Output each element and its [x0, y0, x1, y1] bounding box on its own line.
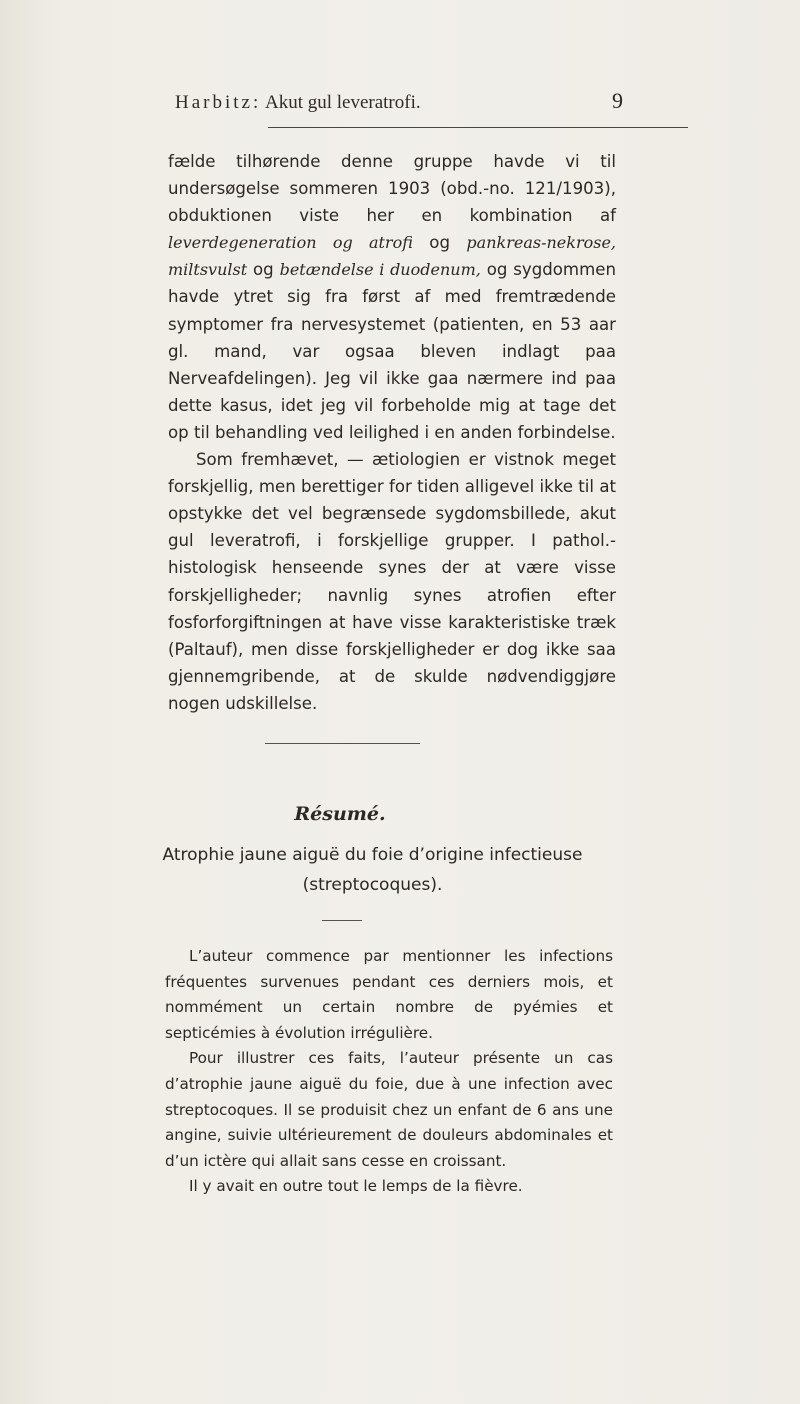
subtitle-divider [322, 920, 362, 921]
french-paragraph-1: L’auteur commence par mentionner les infections fréquentes survenues pendant ces derniers mois, et nommément un certain nombre de pyémies et septicémies à évolution irrégulière. [165, 947, 613, 1042]
italic-run: betændelse i duodenum, [279, 260, 481, 280]
french-paragraph-3: Il y avait en outre tout le lemps de la fièvre. [189, 1177, 523, 1196]
italic-run: pankreas-nekrose, miltsvulst [168, 233, 616, 280]
header-rule [268, 127, 688, 128]
danish-text [168, 148, 616, 717]
text-run: og [412, 233, 467, 253]
resume-subtitle: Atrophie jaune aiguë du foie d’origine infectieuse (streptocoques). [162, 845, 583, 895]
text-run: og sygdommen havde ytret sig fra først af med fremtrædende symptomer fra nervesystemet (patienten, en 53 aar gl. mand, var ogsaa bleven indlagt paa Nerveafdelingen). Jeg vil ikke gaa nærmere ind paa dette kasus, idet jeg vil forbeholde mig at tage det op til behandling ved leilighed i en anden forbindelse. [168, 260, 616, 442]
page-number: 9 [612, 88, 623, 113]
running-head-author: Harbitz: [175, 92, 262, 113]
italic-run: leverdegeneration og atrofi [168, 233, 413, 253]
danish-paragraph-1 [168, 148, 616, 446]
resume-title: Résumé. [294, 803, 386, 825]
text-run: og [247, 260, 280, 280]
running-head [175, 92, 650, 114]
text-run: fælde tilhørende denne gruppe havde vi til undersøgelse sommeren 1903 (obd.-no. 121/1903), obduktionen viste her en kombination af [168, 152, 616, 226]
danish-paragraph-2: Som fremhævet, — ætiologien er vistnok meget forskjellig, men berettiger for tiden alligevel ikke til at opstykke det vel begrænsede sygdomsbillede, akut gul leveratrofi, i forskjellige grupper. I pathol.-histologisk henseende synes der at være visse forskjelligheder; navnlig synes atrofien efter fosforforgiftningen at have visse karakteristiske træk (Paltauf), men disse forskjelligheder er dog ikke saa gjennemgribende, at de skulde nødvendiggjøre nogen udskillelse. [168, 450, 616, 713]
running-head-title: Akut gul leveratrofi. [264, 92, 421, 113]
section-divider [265, 743, 420, 744]
french-paragraph-2: Pour illustrer ces faits, l’auteur présente un cas d’atrophie jaune aiguë du foie, due à une infection avec streptocoques. Il se produisit chez un enfant de 6 ans une angine, suivie ultérieurement de douleurs abdominales et d’un ictère qui allait sans cesse en croissant. [165, 1049, 613, 1170]
french-text [165, 944, 613, 1200]
